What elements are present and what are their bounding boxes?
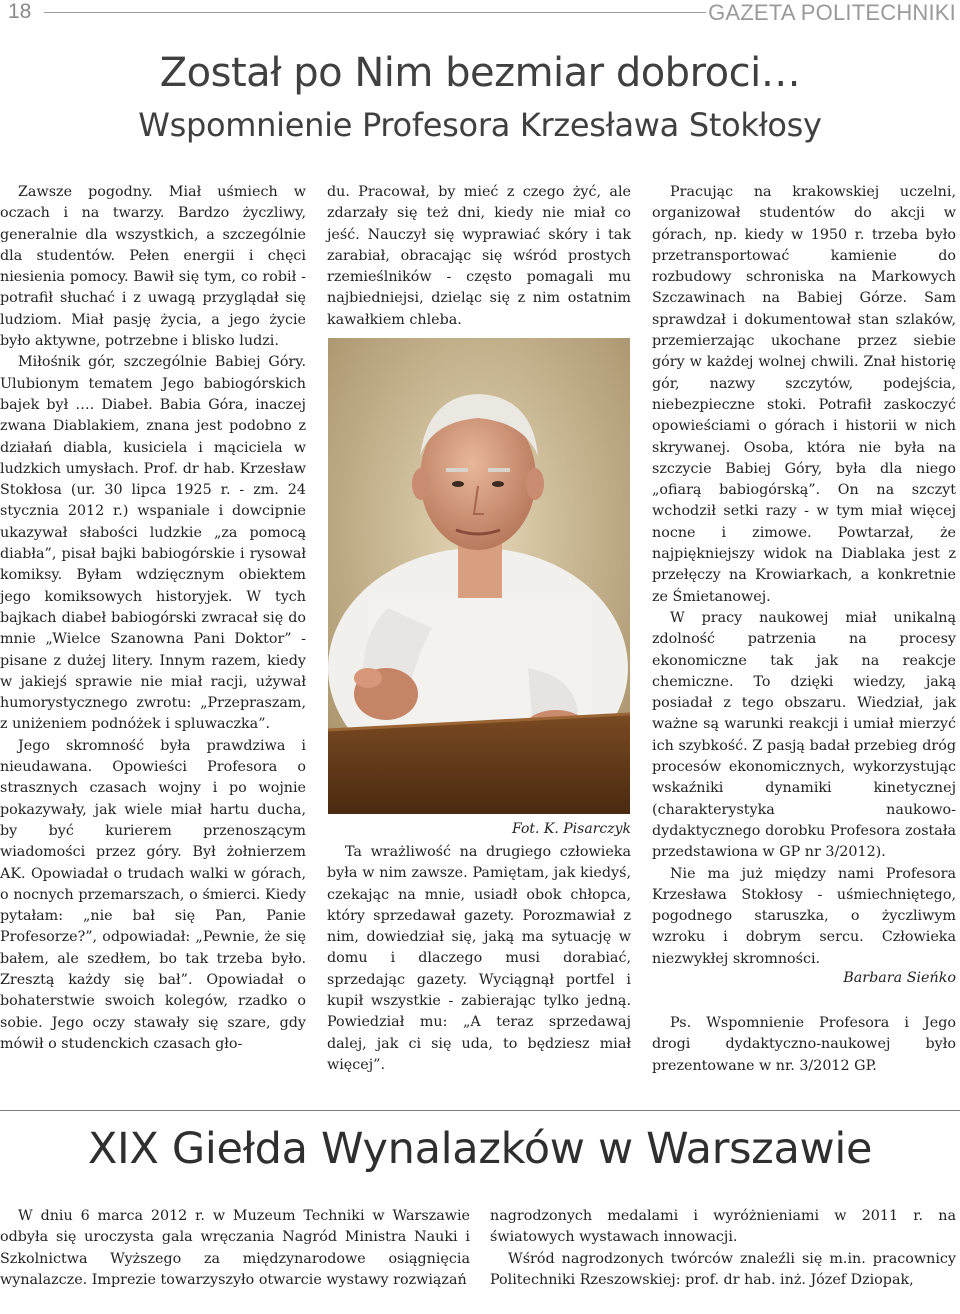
article-title: Został po Nim bezmiar dobroci… (159, 50, 801, 96)
author-signature: Barbara Sieńko (843, 970, 956, 986)
professor-photo (328, 338, 630, 814)
article2-column-2 (490, 1206, 956, 1291)
page-number: 18 (8, 0, 32, 23)
article-subtitle: Wspomnienie Profesora Krzesława Stokłosy (138, 106, 822, 144)
paragraph: Pracując na krakowskiej uczelni, organizował studentów do akcji w górach, np. kiedy w 1950 r. trzeba było przetransportować kamienie do rozbudowy schroniska na Markowych Szczawinach na Babiej Górze. Sam sprawdzał i dokumentował stan szlaków, przemierzając ukochane przez siebie góry w każdej wolnej chwili. Znał historię gór, nazwy szczytów, podejścia, niebezpieczne stoki. Potrafił zaskoczyć opowieściami o górach i historii w nich skrywanej. Osoba, która nie była na szczycie Babiej Góry, była dla niego „ofiarą babiogórską”. On na szczyt wchodził setki razy - w tym miał więcej nocne i zimowe. Powtarzał, że najpiękniejszy widok na Diablaka jest z przełęczy na Krowiarkach, a konkretnie ze Śmietanowej. (652, 184, 956, 605)
paragraph: Ta wrażliwość na drugiego człowieka była w nim zawsze. Pamiętam, jak kiedyś, czekając na mnie, usiadł obok chłopca, który sprzedawał gazety. Porozmawiał z nim, dowiedział się, jaką ma sytuację w domu i dlaczego musi dorabiać, sprzedając gazety. Wyciągnął portfel i kupił wszystkie - zabierając tylko jedną. Powiedział mu: „A teraz sprzedawaj dalej, jak ci się uda, to będziesz miał więcej”. (327, 844, 631, 1073)
paragraph: du. Pracował, by mieć z czego żyć, ale zdarzały się też dni, kiedy nie miał co jeść. Nauczył się wyprawiać skóry i tak zarabiał, obracając się wśród prostych rzemieślników - często pomagali mu najbiedniejsi, dzieląc się z nim ostatnim kawałkiem chleba. (327, 184, 631, 328)
section-divider (0, 1110, 960, 1111)
paragraph: Miłośnik gór, szczególnie Babiej Góry. Ulubionym tematem Jego babiogórskich bajek był …. Diabeł. Babia Góra, inaczej zwana Diablakiem, znana jest podobno z działań diabla, kusiciela i mąciciela w ludzkich umysłach. Prof. dr hab. Krzesław Stokłosa (ur. 30 lipca 1925 r. - zm. 24 stycznia 2012 r.) wspaniale i dowcipnie ukazywał słabości ludzkie „za pomocą diabła”, pisał bajki babiogórskie i rysował komiksy. Byłam wdzięcznym obiektem jego komiksowych historyjek. W tych bajkach diabeł babiogórski zwracał się do mnie „Wielce Szanowna Pani Doktor” - pisane z dużej litery. Innym razem, kiedy w jakiejś sprawie nie miał racji, używał humorystycznego zwrotu: „Przepraszam, z uniżeniem podnóżek i spluwaczka”. (0, 354, 306, 733)
article2-column-1 (0, 1206, 470, 1291)
publication-name: GAZETA POLITECHNIKI (708, 0, 956, 25)
postscript (652, 1013, 956, 1077)
paragraph: Jego skromność była prawdziwa i nieudawana. Opowieści Profesora o strasznych czasach wojny i po wojnie pokazywały, jak wiele miał hartu ducha, by być kurierem przenoszącym wiadomości przez góry. Był żołnierzem AK. Opowiadał o trudach walki w górach, o nocnych przemarszach, o śmierci. Kiedy pytałam: „nie bał się Pan, Panie Profesorze?”, odpowiadał: „Pewnie, że się bałem, ale szedłem, bo tak trzeba było. Zresztą każdy się bał”. Opowiadał o bohaterstwie swoich kolegów, rzadko o sobie. Jego oczy stawały się szare, gdy mówił o studenckich czasach gło- (0, 737, 306, 1052)
paragraph: W dniu 6 marca 2012 r. w Muzeum Techniki w Warszawie odbyła się uroczysta gala wręczania Nagród Ministra Nauki i Szkolnictwa Wyższego za międzynarodowe osiągnięcia wynalazcze. Imprezie towarzyszyło otwarcie wystawy rozwiązań (0, 1208, 470, 1288)
paragraph: Ps. Wspomnienie Profesora i Jego drogi dydaktyczno-naukowej było prezentowane w nr. 3/2012 GP. (652, 1015, 956, 1074)
paragraph: Wśród nagrodzonych twórców znaleźli się m.in. pracownicy Politechniki Rzeszowskiej: prof. dr hab. inż. Józef Dziopak, (490, 1250, 956, 1288)
professor-portrait-illustration (328, 338, 630, 814)
article-column-3 (652, 182, 956, 970)
paragraph: Nie ma już między nami Profesora Krzesława Stokłosy - uśmiechniętego, pogodnego staruszka, o życzliwym wzroku i dobrym sercu. Człowieka niezwykłej skromności. (652, 865, 956, 967)
article-column-2-top (327, 182, 631, 331)
paragraph: nagrodzonych medalami i wyróżnieniami w 2011 r. na światowych wystawach innowacji. (490, 1208, 956, 1246)
photo-credit: Fot. K. Pisarczyk (512, 821, 631, 837)
header-rule (44, 12, 706, 13)
paragraph: Zawsze pogodny. Miał uśmiech w oczach i na twarzy. Bardzo życzliwy, generalnie dla wszystkich, a szczególnie dla studentów. Pełen energii i chęci niesienia pomocy. Bawił się tym, co robił - potrafił słuchać i z uwagą przyglądał się ludziom. Miał pasję życia, a jego życie było aktywne, potrzebne i blisko ludzi. (0, 184, 306, 350)
article-column-1 (0, 182, 306, 1055)
article-column-2-bottom (327, 842, 631, 1076)
article2-title: XIX Giełda Wynalazków w Warszawie (87, 1124, 873, 1174)
paragraph: W pracy naukowej miał unikalną zdolność patrzenia na procesy ekonomiczne tak jak na reakcje chemiczne. To dzięki wiedzy, jaką posiadał z tego obszaru. Wiedział, jak ważne są warunki reakcji i umiał mierzyć ich szybkość. Z pasją badał przebieg dróg procesów ekonomicznych, wykorzystując wskaźniki dynamiki kinetycznej (charakterystyka naukowo-dydaktycznego dorobku Profesora została przedstawiona w GP nr 3/2012). (652, 609, 956, 861)
